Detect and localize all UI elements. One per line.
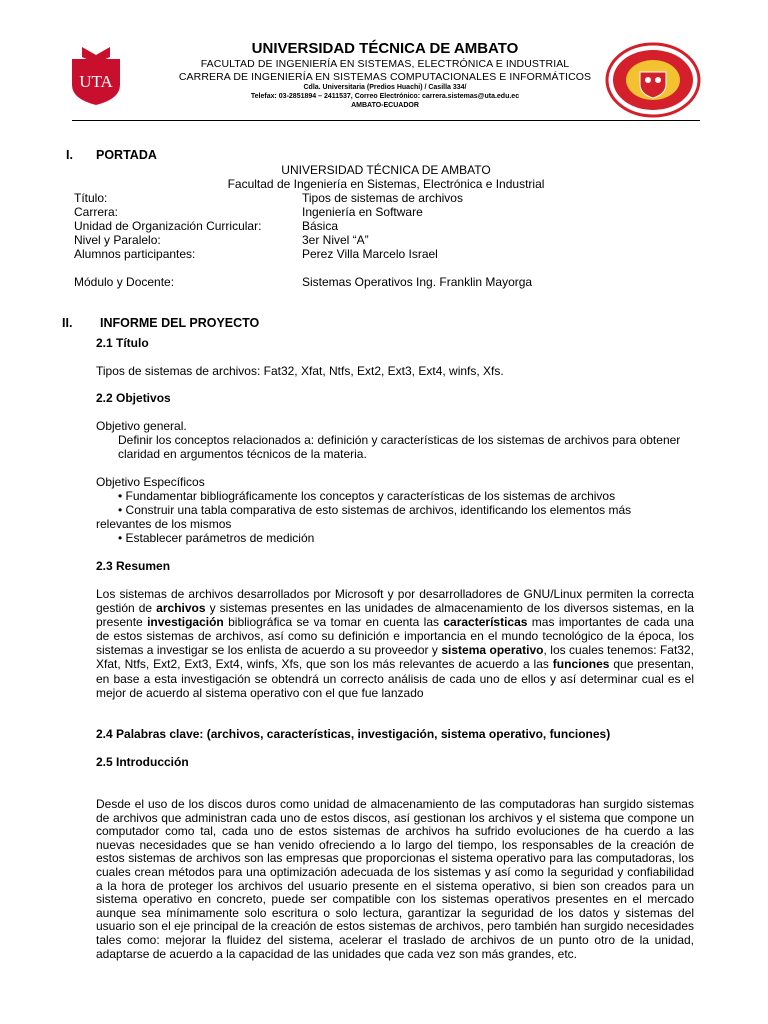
resumen-text: correcta gestión de <box>96 587 694 616</box>
portada-university: UNIVERSIDAD TÉCNICA DE AMBATO <box>281 163 491 177</box>
objetivo-general-text: Definir los conceptos relacionados a: definición y características de los sistemas de archivos para obtener claridad en argumentos técnicos de la materia. <box>118 433 681 461</box>
intro-text: de acuerdo a la capacidad de las unidades que cada vez son más grandes, etc. <box>152 946 578 961</box>
info-key: Unidad de Organización Curricular: <box>74 219 262 233</box>
subheading-palabras-clave: 2.4 Palabras clave: (archivos, características, investigación, sistema operativo, funciones) <box>96 727 611 741</box>
section-heading-portada: PORTADA <box>96 148 157 162</box>
document-header <box>0 0 768 118</box>
subheading-titulo: 2.1 Título <box>96 336 149 350</box>
section-heading-informe: INFORME DEL PROYECTO <box>100 316 260 330</box>
intro-text: que compone un computador como tal, cada uno de estos sistemas de archivos ha sufrido evoluciones <box>96 810 695 839</box>
intro-text: de la creación de estos sistemas de archivos, pero también han surgido necesidades tales como: <box>96 919 694 947</box>
info-value: Básica <box>302 219 339 233</box>
intro-text: sistemas de archivos que administran cada uno de estos discos, así gestionan los archivos y el sistema <box>96 797 694 825</box>
resumen-text: y sistemas presentes en las unidades de almacenamiento de los diversos <box>205 601 609 616</box>
resumen-text: correcto análisis de cada uno de ellos y así determinar cual es el mejor de acuerdo al sistema operativo <box>96 671 694 700</box>
introduccion-paragraph <box>96 798 694 961</box>
bullet-continuation: relevantes de los mismos <box>96 517 232 531</box>
info-value: Tipos de sistemas de archivos <box>302 191 463 205</box>
bullet-item: • Fundamentar bibliográficamente los conceptos y características de los sistemas de archivos <box>118 489 616 503</box>
info-key: Módulo y Docente: <box>74 275 175 289</box>
resumen-text: Los sistemas de archivos desarrollados por Microsoft y por desarrolladores de GNU/Linux permiten la <box>96 587 647 601</box>
intro-text: de ha cuerdo a las nuevas necesidades que se han venido ofreciendo a lo largo del tiempo, los <box>96 824 694 852</box>
resumen-text: con el que fue lanzado <box>302 685 424 700</box>
resumen-text: mundo tecnológico de la época, los sistemas a investigar se los enlista de acuerdo a su proveedor y <box>96 629 694 658</box>
info-value: Perez Villa Marcelo Israel <box>302 247 438 261</box>
resumen-text: relevantes de acuerdo a las <box>399 657 553 672</box>
intro-text: Desde el uso de los discos duros como unidad de almacenamiento de las computadoras han surgido <box>96 797 643 811</box>
section-num-portada: I. <box>66 148 73 162</box>
section-num-informe: II. <box>62 316 73 330</box>
bullet-item: • Construir una tabla comparativa de esto sistemas de archivos, identificando los elementos más <box>118 503 632 517</box>
keyword-caracteristicas: características <box>443 615 528 630</box>
info-value: Sistemas Operativos Ing. Franklin Mayorga <box>302 275 533 289</box>
intro-text: mejorar la fluidez del sistema, acelerar el traslado de archivos de un punto otro de la unidad, adaptarse <box>96 932 694 961</box>
career-line: CARRERA DE INGENIERÍA EN SISTEMAS COMPUTACIONALES E INFORMÁTICOS <box>178 70 592 83</box>
info-key: Nivel y Paralelo: <box>74 233 161 247</box>
uta-logo-icon <box>70 47 122 105</box>
intro-text: escritura o solo lectura, garantizar la seguridad de los datos y sistemas del usuario son el eje principal <box>96 905 694 934</box>
info-key: Título: <box>74 191 108 205</box>
bullet-item: • Establecer parámetros de medición <box>118 531 315 545</box>
keyword-archivos: archivos <box>156 601 206 616</box>
subheading-resumen: 2.3 Resumen <box>96 559 171 573</box>
resumen-text: bibliográfica se va tomar en cuenta las <box>223 615 444 630</box>
keyword-sistema-operativo: sistema operativo <box>441 643 544 658</box>
intro-text: los sistemas y así como la seguridad y confiabilidad a la hora de proteger los archivos del usuario <box>96 864 694 893</box>
subheading-objetivos: 2.2 Objetivos <box>96 391 171 405</box>
resumen-paragraph <box>96 587 694 700</box>
info-key: Carrera: <box>74 205 119 219</box>
header-text <box>150 40 620 110</box>
info-key: Alumnos participantes: <box>74 247 196 261</box>
career-seal-icon <box>604 42 702 118</box>
portada-faculty: Facultad de Ingeniería en Sistemas, Electrónica e Industrial <box>227 177 545 191</box>
resumen-text: importantes de cada una de estos sistemas de archivos, así como su definición e importancia en el <box>96 615 694 644</box>
faculty-line: FACULTAD DE INGENIERÍA EN SISTEMAS, ELECTRÓNICA E INDUSTRIAL <box>200 58 570 70</box>
resumen-text: , los cuales tenemos: Fat32, Xfat, Ntfs, Ext2, Ext3, Ext4, winfs, Xfs, que son los más <box>96 643 694 672</box>
university-title: UNIVERSIDAD TÉCNICA DE AMBATO <box>251 40 519 57</box>
subheading-introduccion: 2.5 Introducción <box>96 755 189 769</box>
keyword-investigacion: investigación <box>147 615 224 630</box>
resumen-text: sistemas, en la presente <box>96 601 694 630</box>
city-line: AMBATO-ECUADOR <box>351 102 419 109</box>
resumen-text: que presentan, en base a esta investigación se obtendrá un <box>96 657 695 686</box>
keyword-funciones: funciones <box>552 657 610 672</box>
intro-text: compatible con los sistemas operativos presentes en el mercado aunque sea mínimamente solo <box>96 892 694 920</box>
info-value: Ingeniería en Software <box>302 205 423 219</box>
address-line: Cdla. Universitaria (Predios Huachi) / Casilla 334/ <box>303 84 467 91</box>
intro-text: sistema operativo para las computadoras, los cuales crean métodos para una optimización adecuada de <box>96 851 694 879</box>
info-value: 3er Nivel “A” <box>302 233 369 247</box>
resumen-text: mas <box>527 615 555 630</box>
contact-line: Telefax: 03-2851894 – 2411537, Correo Electrónico: carrera.sistemas@uta.edu.ec <box>250 93 520 100</box>
objetivo-especificos-label: Objetivo Específicos <box>96 475 205 489</box>
svg-text:UTA: UTA <box>79 72 113 91</box>
titulo-text: Tipos de sistemas de archivos: Fat32, Xfat, Ntfs, Ext2, Ext3, Ext4, winfs, Xfs. <box>96 364 504 378</box>
intro-text: presente en el sistema operativo, si bien son creados para un sistema operativo en concreto, puede ser <box>96 878 695 907</box>
intro-text: responsables de la creación de estos sistemas de archivos son las empresas que proporcionas el <box>96 837 695 866</box>
objetivo-general-label: Objetivo general. <box>96 419 187 433</box>
header-divider <box>72 120 700 121</box>
